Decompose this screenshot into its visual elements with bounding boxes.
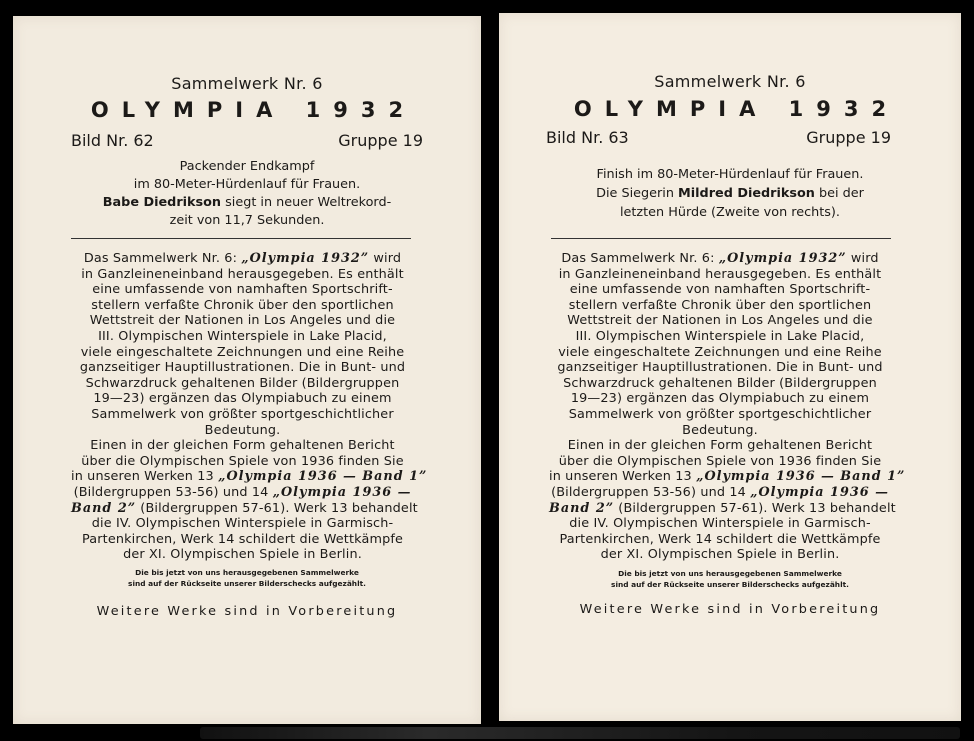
caption-line: Die Siegerin Mildred Diedrikson bei der [596, 186, 864, 201]
caption-line: Babe Diedrikson siegt in neuer Weltrekord- [102, 195, 392, 210]
footer-text: Weitere Werke sind in Vorbereitung [579, 602, 881, 617]
caption [13, 158, 481, 230]
card-bild-63 [499, 13, 961, 721]
publisher-note: Die bis jetzt von uns herausgegebenen Sammelwerke sind auf der Rückseite unserer Bilderschecks aufgezählt. [611, 569, 849, 589]
athlete-name: Mildred Diedrikson [678, 186, 815, 201]
card-title: OLYMPIA 1932 [90, 98, 417, 122]
caption-line: im 80-Meter-Hürdenlauf für Frauen. [133, 177, 361, 192]
picture-number: Bild Nr. 63 [546, 128, 629, 147]
divider [551, 238, 891, 239]
caption-line: zeit von 11,7 Sekunden. [169, 213, 325, 228]
caption-line: Finish im 80-Meter-Hürdenlauf für Frauen. [596, 167, 864, 182]
footer-text: Weitere Werke sind in Vorbereitung [96, 604, 398, 619]
publisher-note: Die bis jetzt von uns herausgegebenen Sammelwerke sind auf der Rückseite unserer Bilderschecks aufgezählt. [128, 568, 366, 588]
group-number: Gruppe 19 [806, 128, 891, 147]
athlete-name: Babe Diedrikson [102, 195, 222, 210]
caption [499, 165, 961, 222]
description-text: Das Sammelwerk Nr. 6: „Olympia 1932” wird in Ganzleineneinband herausgegeben. Es enthält eine umfassende von namhaften Sportschrift- stellern verfaßte Chronik über den sportlichen Wettstreit der Nationen in Los Angeles und die III. Olympischen Winterspiele in Lake Placid, viele eingeschaltete Zeichnungen und eine Reihe ganzseitiger Hauptillustrationen. Die in Bunt- und Schwarzdruck gehaltenen Bilder (Bildergruppen 19—23) ergänzen das Olympiabuch zu einem Sammelwerk von größter sportgeschichtlicher Bedeutung. Einen in der gleichen Form gehaltenen Bericht über die Olympischen Spiele von 1936 finden Sie in unseren Werken 13 „Olympia 1936 — Band 1” (Bildergruppen 53-56) und 14 „Olympia 1936 — Band 2” (Bildergruppen 57-61). Werk 13 behandelt die IV. Olympischen Winterspiele in Garmisch- Partenkirchen, Werk 14 schildert die Wettkämpfe der XI. Olympischen Spiele in Berlin. [71, 251, 428, 563]
series-label: Sammelwerk Nr. 6 [171, 74, 323, 93]
description-text: Das Sammelwerk Nr. 6: „Olympia 1932” wird in Ganzleineneinband herausgegeben. Es enthält eine umfassende von namhaften Sportschrift- stellern verfaßte Chronik über den sportlichen Wettstreit der Nationen in Los Angeles und die III. Olympischen Winterspiele in Lake Placid, viele eingeschaltete Zeichnungen und eine Reihe ganzseitiger Hauptillustrationen. Die in Bunt- und Schwarzdruck gehaltenen Bilder (Bildergruppen 19—23) ergänzen das Olympiabuch zu einem Sammelwerk von größter sportgeschichtlicher Bedeutung. Einen in der gleichen Form gehaltenen Bericht über die Olympischen Spiele von 1936 finden Sie in unseren Werken 13 „Olympia 1936 — Band 1” (Bildergruppen 53-56) und 14 „Olympia 1936 — Band 2” (Bildergruppen 57-61). Werk 13 behandelt die IV. Olympischen Winterspiele in Garmisch- Partenkirchen, Werk 14 schildert die Wettkämpfe der XI. Olympischen Spiele in Berlin. [549, 251, 906, 563]
card-bild-62 [13, 16, 481, 724]
divider [71, 238, 411, 239]
series-label: Sammelwerk Nr. 6 [654, 72, 806, 91]
card-title: OLYMPIA 1932 [573, 97, 900, 121]
sleeve-edge [200, 727, 960, 739]
picture-number: Bild Nr. 62 [71, 131, 154, 150]
caption-line: letzten Hürde (Zweite von rechts). [619, 205, 840, 220]
caption-line: Packender Endkampf [179, 159, 315, 174]
group-number: Gruppe 19 [338, 131, 423, 150]
